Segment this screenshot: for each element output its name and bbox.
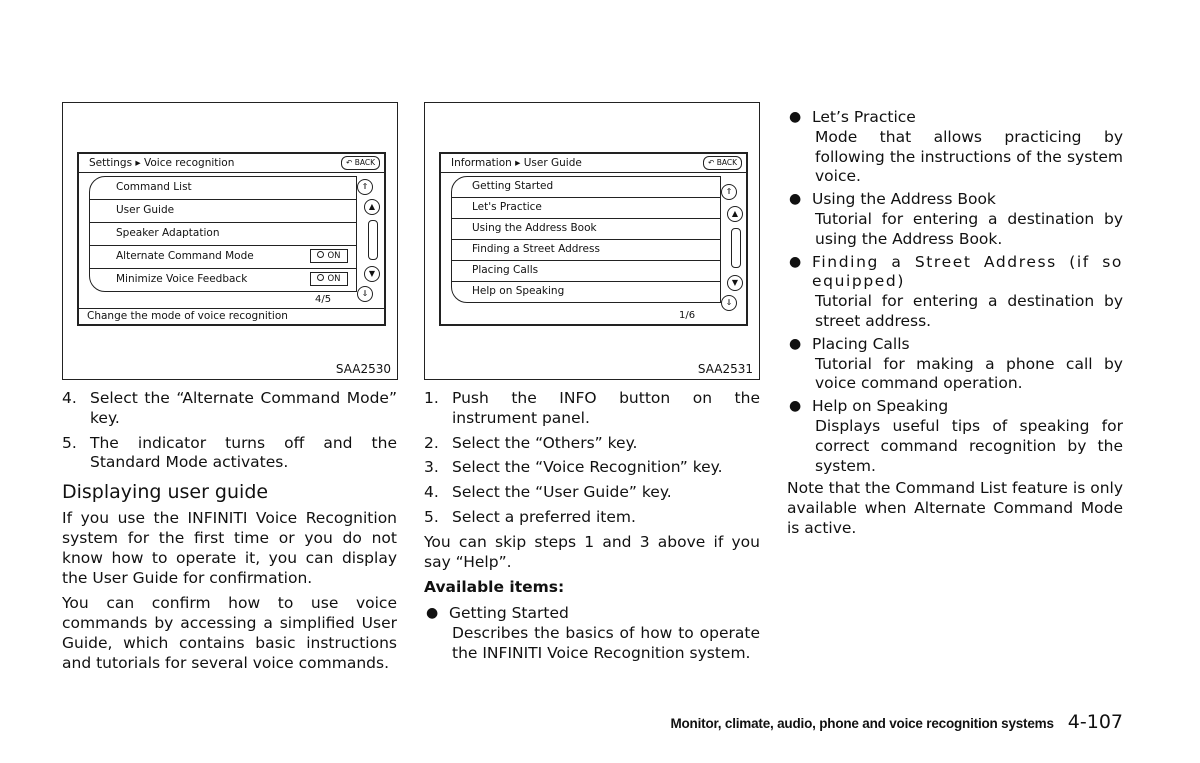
page-indicator: 4/5 (315, 294, 332, 305)
figure-user-guide (424, 102, 760, 380)
column-3 (787, 108, 1123, 545)
step-item: 4. Select the “User Guide” key. (424, 483, 672, 502)
menu-list (89, 176, 357, 292)
body-paragraph: You can confirm how to use voice commands by accessing a simplified User Guide, which contains basic instructions and tutorials for several voice commands. (62, 594, 397, 672)
bullet-item: ● Placing Calls (789, 334, 910, 353)
toggle-indicator: ON (310, 249, 348, 263)
screen-user-guide (439, 152, 748, 326)
step-item: 3. Select the “Voice Recognition” key. (424, 458, 723, 477)
step-item: 4. Select the “Alternate Command Mode” key. (62, 389, 397, 427)
scroll-up-icon: ▲ (364, 199, 380, 215)
bullet-item: ● Using the Address Book (789, 190, 996, 209)
command-list-note: Note that the Command List feature is only available when Alternate Command Mode is active. (787, 479, 1123, 537)
page-number: 4-107 (1067, 711, 1123, 733)
bullet-description: Tutorial for entering a destination by street address. (815, 292, 1123, 330)
menu-row: Command List (90, 177, 356, 200)
page-down-icon: ⇓ (721, 295, 737, 311)
bullet-item: ● Help on Speaking (789, 397, 949, 416)
bullet-item: ● Finding a Street Address (if so equipped) (789, 252, 1123, 291)
scroll-up-icon: ▲ (727, 206, 743, 222)
step-item: 5. Select a preferred item. (424, 507, 636, 526)
scroll-down-icon: ▼ (364, 266, 380, 282)
figure-code: SAA2530 (335, 362, 391, 376)
menu-row: User Guide (90, 200, 356, 223)
bullet-description: Describes the basics of how to operate the INFINITI Voice Recognition system. (452, 623, 760, 662)
menu-row: Speaker Adaptation (90, 223, 356, 246)
menu-row: Alternate Command Mode ON (90, 246, 356, 269)
available-items-heading: Available items: (424, 578, 565, 597)
step-item: 5. The indicator turns off and the Standard Mode activates. (62, 433, 397, 472)
body-paragraph: If you use the INFINITI Voice Recognition system for the first time or you do not know how to operate it, you can display the User Guide for confirmation. (62, 509, 397, 587)
scrollbar (368, 220, 378, 260)
page-up-icon: ⇑ (721, 184, 737, 200)
section-heading: Displaying user guide (62, 481, 269, 504)
back-button: ↶ BACK (703, 156, 742, 170)
column-1 (62, 389, 397, 680)
page-footer (600, 711, 1123, 733)
menu-row: Finding a Street Address (452, 240, 720, 261)
step-item: 2. Select the “Others” key. (424, 433, 638, 452)
section-title: Monitor, climate, audio, phone and voice recognition systems (670, 716, 1054, 731)
bullet-description: Tutorial for entering a destination by using the Address Book. (815, 209, 1123, 248)
screen-footer: Change the mode of voice recognition (79, 308, 384, 324)
scroll-down-icon: ▼ (727, 275, 743, 291)
menu-row: Let's Practice (452, 198, 720, 219)
page-indicator: 1/6 (679, 310, 696, 321)
screen-header (441, 154, 746, 173)
bullet-description: Mode that allows practicing by following the instructions of the system voice. (815, 127, 1123, 186)
scrollbar (731, 228, 741, 268)
page-up-icon: ⇑ (357, 179, 373, 195)
back-button: ↶ BACK (341, 156, 380, 170)
screen-title: Settings ▸ Voice recognition (89, 157, 235, 169)
bullet-description: Tutorial for making a phone call by voice command operation. (815, 354, 1123, 393)
step-item: 1. Push the INFO button on the instrument panel. (424, 389, 760, 427)
page-down-icon: ⇓ (357, 286, 373, 302)
menu-row: Placing Calls (452, 261, 720, 282)
toggle-indicator: ON (310, 272, 348, 286)
screen-voice-recognition (77, 152, 386, 326)
figure-code: SAA2531 (697, 362, 753, 376)
column-2 (424, 389, 760, 667)
menu-row: Using the Address Book (452, 219, 720, 240)
bullet-description: Displays useful tips of speaking for correct command recognition by the system. (815, 416, 1123, 475)
menu-row: Minimize Voice Feedback ON (90, 269, 356, 291)
menu-row: Getting Started (452, 177, 720, 198)
menu-row: Help on Speaking (472, 285, 565, 297)
figure-voice-recognition-settings (62, 102, 398, 380)
bullet-item: ● Let’s Practice (789, 108, 916, 126)
bullet-item: ● Getting Started (426, 604, 569, 623)
menu-list (451, 176, 721, 303)
screen-title: Information ▸ User Guide (451, 157, 582, 169)
screen-header (79, 154, 384, 173)
skip-note: You can skip steps 1 and 3 above if you say “Help”. (424, 532, 760, 571)
